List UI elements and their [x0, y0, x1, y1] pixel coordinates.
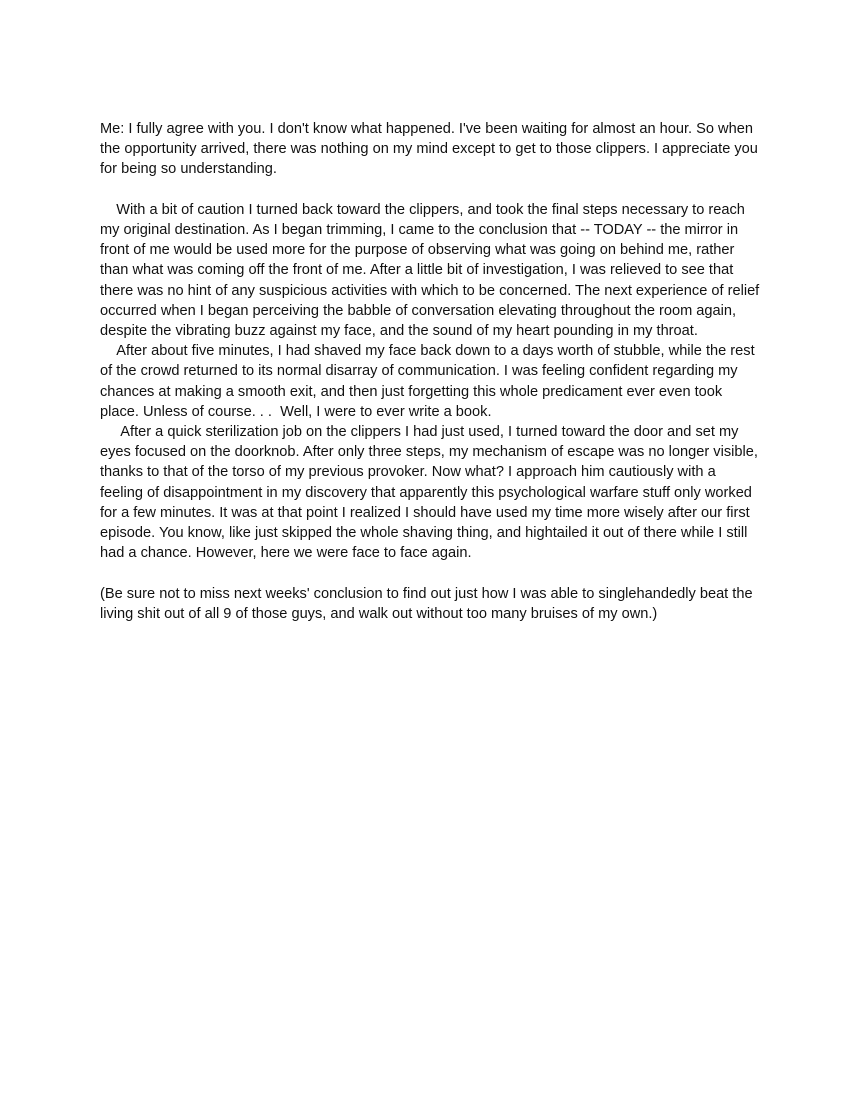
- paragraph-spacer: [100, 180, 760, 200]
- paragraph-trimming: With a bit of caution I turned back toward the clippers, and took the final steps necessary to reach my original destination. As I began trimming, I came to the conclusion that -- TODAY -- the mirror in front of me would be used more for the purpose of observing what was going on behind me, rather than what was coming off the front of me. After a little bit of investigation, I was relieved to see that there was no hint of any suspicious activities with which to be concerned. The next experience of relief occurred when I began perceiving the babble of conversation elevating throughout the room again, despite the vibrating buzz against my face, and the sound of my heart pounding in my throat.: [100, 201, 764, 340]
- paragraph-reply: Me: I fully agree with you. I don't know what happened. I've been waiting for almost an hour. So when the opportunity arrived, there was nothing on my mind except to get to those clippers. I appreciate you for being so understanding.: [100, 121, 762, 178]
- paragraph-conclusion-teaser: (Be sure not to miss next weeks' conclusion to find out just how I was able to singlehandedly beat the living shit out of all 9 of those guys, and walk out without too many bruises of my own.): [100, 585, 757, 622]
- paragraph-spacer: [100, 563, 760, 583]
- document-body: [100, 119, 764, 624]
- paragraph-shaving: After about five minutes, I had shaved my face back down to a days worth of stubble, while the rest of the crowd returned to its normal disarray of communication. I was feeling confident regarding my chances at making a smooth exit, and then just forgetting this whole predicament ever even took place. Unless of course. . . Well, I were to ever write a book.: [100, 343, 759, 420]
- paragraph-escape: After a quick sterilization job on the clippers I had just used, I turned toward the door and set my eyes focused on the doorknob. After only three steps, my mechanism of escape was no longer visible, thanks to that of the torso of my previous provoker. Now what? I approach him cautiously with a feeling of disappointment in my discovery that apparently this psychological warfare stuff only worked for a few minutes. It was at that point I realized I should have used my time more wisely after our first episode. You know, like just skipped the whole shaving thing, and hightailed it out of there while I still had a chance. However, here we were face to face again.: [100, 424, 762, 562]
